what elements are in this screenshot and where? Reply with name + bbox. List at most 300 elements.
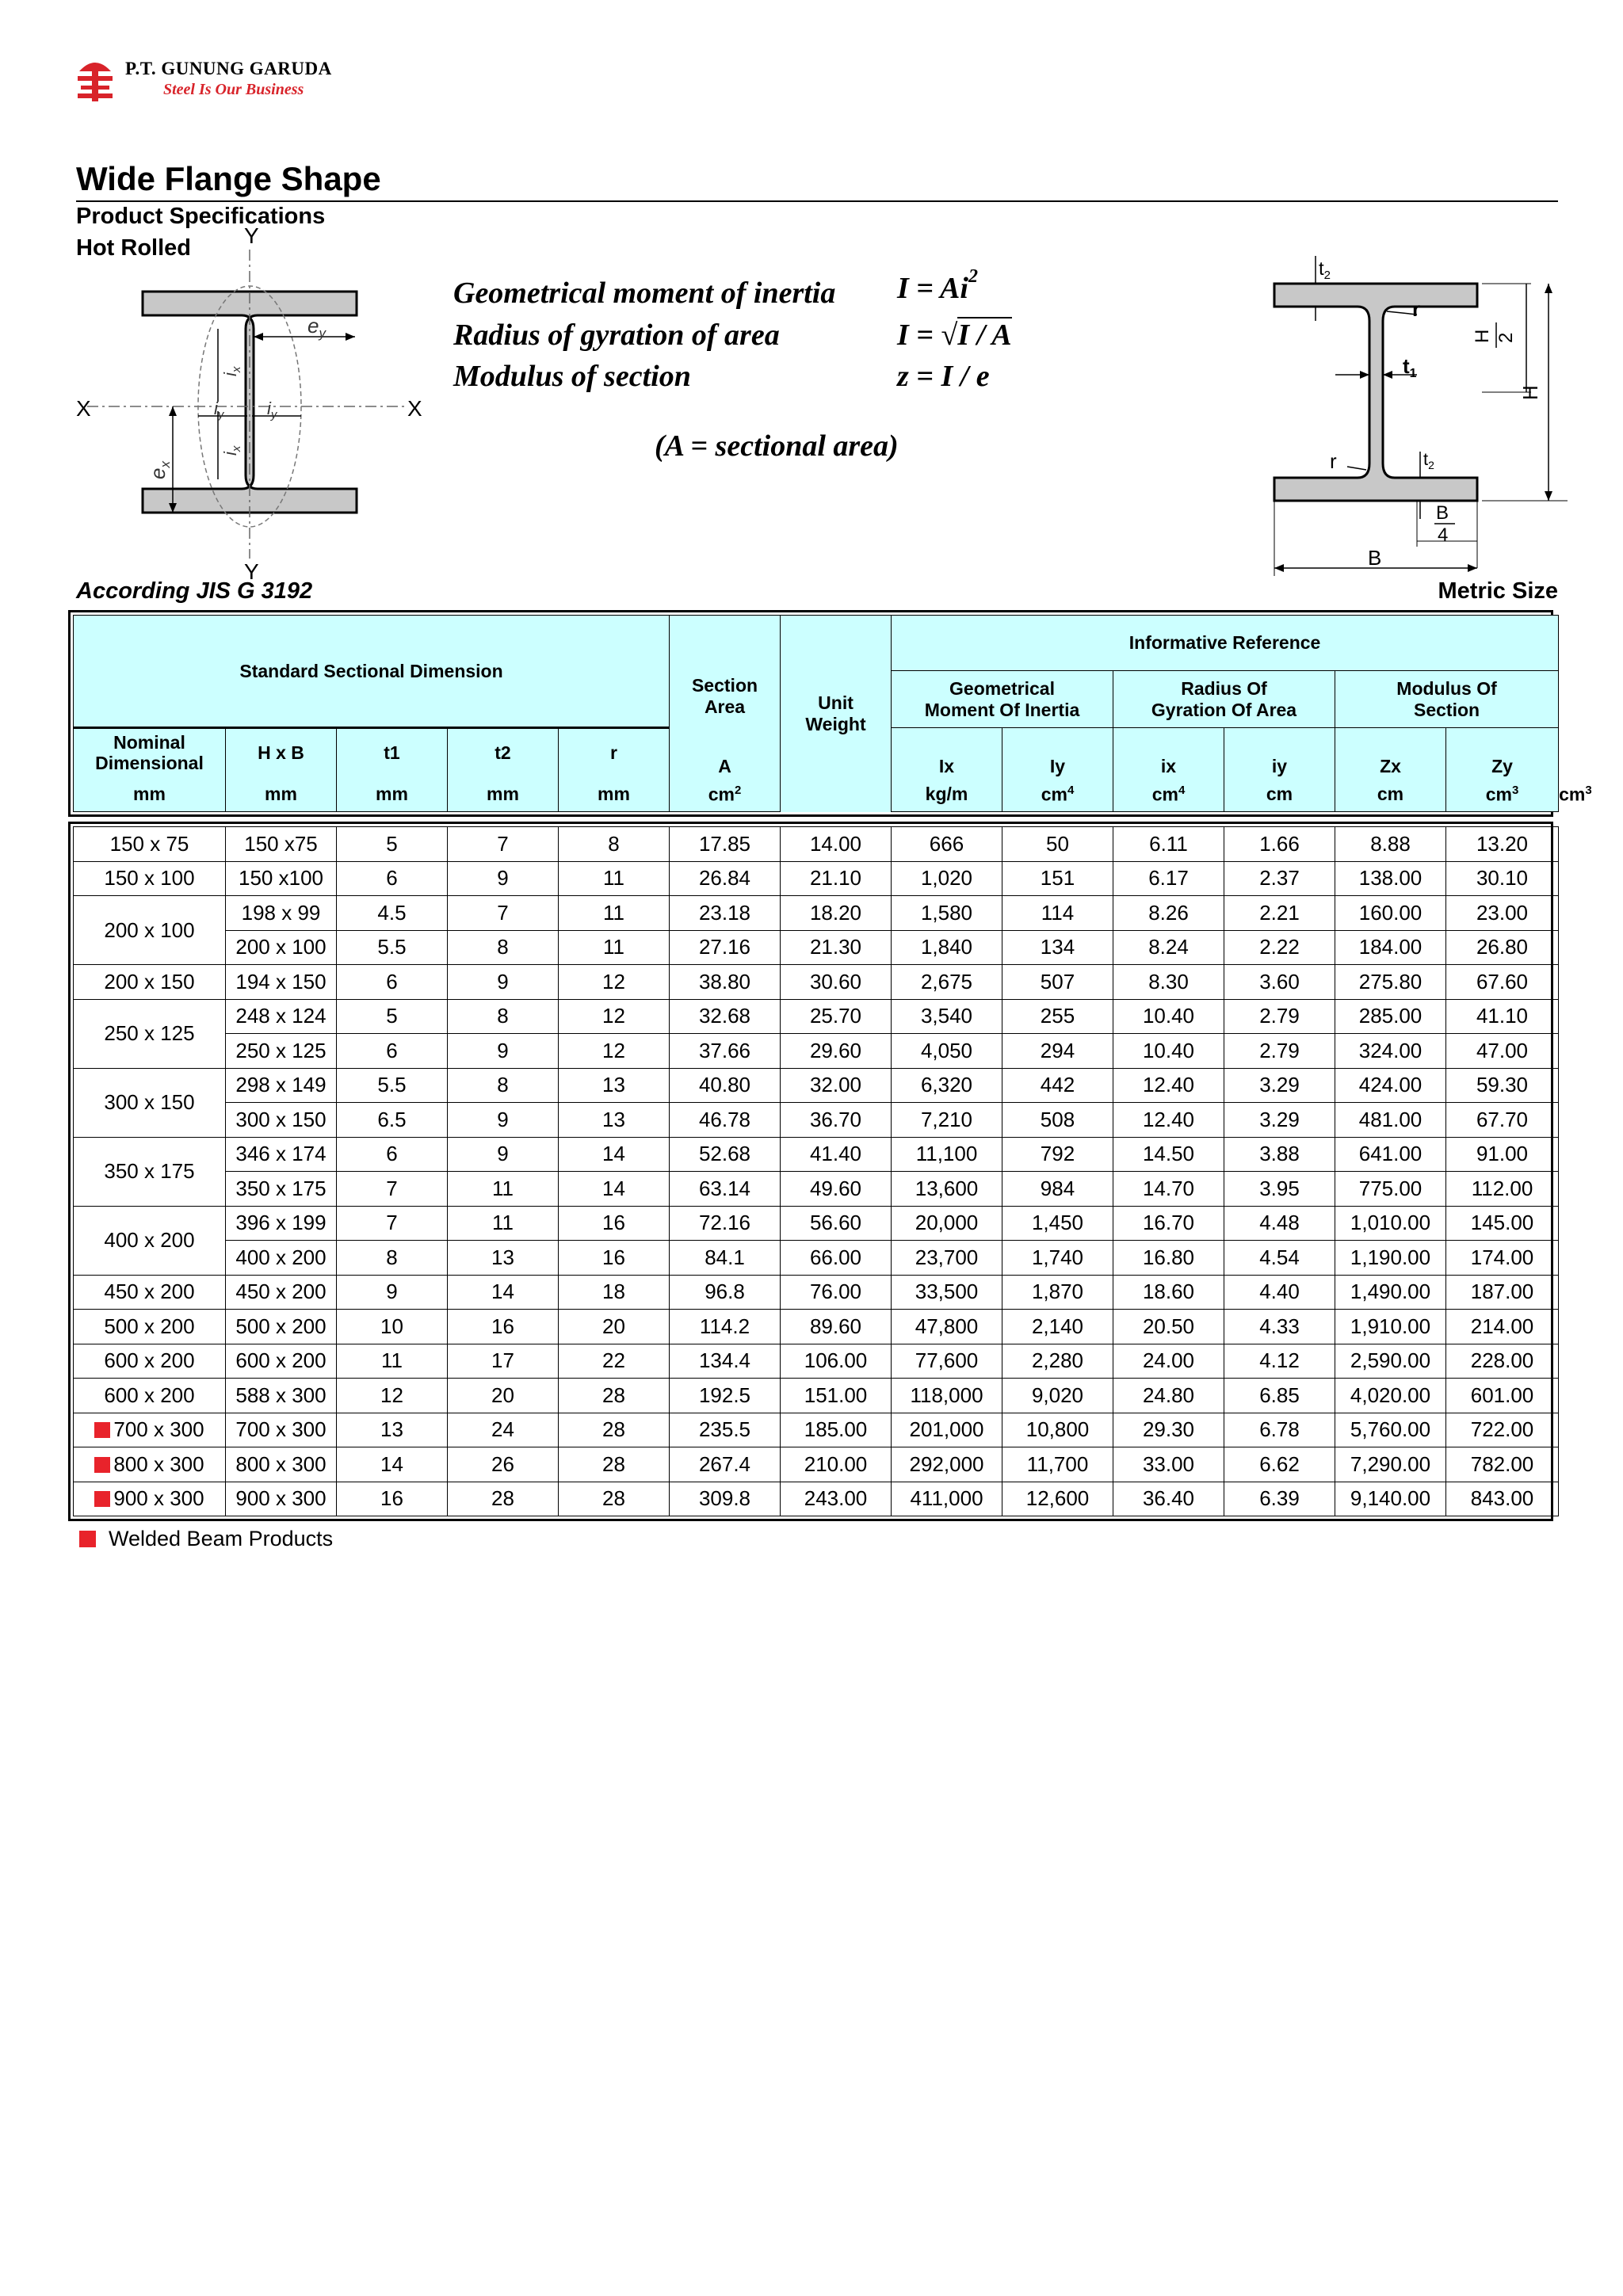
cell-iy-radius: 3.29	[1224, 1068, 1335, 1103]
unit-zx-base: cm	[1485, 784, 1512, 805]
cell-zx: 8.88	[1335, 827, 1446, 862]
cell-zx: 2,590.00	[1335, 1344, 1446, 1379]
formula-2-expression	[897, 318, 1012, 353]
title-divider	[76, 200, 1558, 202]
unit-weight: kg/m	[892, 777, 1002, 812]
cell-ix-moment: 666	[892, 827, 1002, 862]
cell-ix-moment: 4,050	[892, 1034, 1002, 1069]
cell-ix-radius: 12.40	[1113, 1103, 1224, 1138]
i-beam-dimension-shape	[1274, 284, 1477, 501]
cell-zx: 1,190.00	[1335, 1241, 1446, 1276]
cell-iy-moment: 442	[1002, 1068, 1113, 1103]
axis-y-bottom-label: Y	[244, 559, 259, 582]
header-moment-line2: Moment Of Inertia	[924, 699, 1080, 720]
cell-t1: 7	[337, 1172, 448, 1207]
svg-text:ix	[220, 445, 243, 456]
cell-zy: 112.00	[1446, 1172, 1559, 1207]
unit-nominal-mm: mm	[74, 777, 226, 812]
cell-iy-moment: 1,870	[1002, 1275, 1113, 1310]
cell-weight: 76.00	[781, 1275, 892, 1310]
cell-t2: 9	[448, 1034, 559, 1069]
cell-ix-radius: 10.40	[1113, 1034, 1224, 1069]
ix-subscript-top: x	[230, 366, 243, 373]
cell-nominal-text: 700 x 300	[113, 1417, 204, 1442]
cell-hxb: 800 x 300	[226, 1447, 337, 1482]
cell-zx: 424.00	[1335, 1068, 1446, 1103]
unit-ix-moment-base: cm	[1041, 784, 1067, 805]
cell-ix-moment: 1,580	[892, 896, 1002, 931]
table-row	[74, 1068, 1559, 1103]
cell-nominal	[74, 1068, 226, 1137]
cell-weight: 21.30	[781, 930, 892, 965]
subtitle-hot-rolled: Hot Rolled	[76, 235, 191, 261]
cell-zx: 5,760.00	[1335, 1413, 1446, 1447]
cell-nominal-text: 900 x 300	[113, 1486, 204, 1511]
cell-weight: 32.00	[781, 1068, 892, 1103]
cell-iy-radius: 3.95	[1224, 1172, 1335, 1207]
cell-r: 20	[559, 1310, 670, 1344]
cell-area: 192.5	[670, 1379, 781, 1413]
cell-nominal-text: 500 x 200	[104, 1314, 195, 1338]
axis-x-right-label: X	[407, 396, 422, 421]
cell-t2: 9	[448, 861, 559, 896]
unit-area	[670, 756, 781, 812]
table-header	[73, 615, 1592, 812]
table-row	[74, 1137, 1559, 1172]
cell-t1: 6	[337, 1034, 448, 1069]
cell-t1: 4.5	[337, 896, 448, 931]
header-col-ix-moment: Ix	[892, 728, 1002, 777]
cell-weight: 36.70	[781, 1103, 892, 1138]
cell-nominal-text: 150 x 75	[109, 831, 189, 856]
cell-nominal-text: 150 x 100	[104, 866, 195, 891]
cell-iy-moment: 2,280	[1002, 1344, 1113, 1379]
ey-label: e	[307, 314, 319, 338]
cell-hxb: 150 x75	[226, 827, 337, 862]
cell-ix-moment: 7,210	[892, 1103, 1002, 1138]
table-row	[74, 1344, 1559, 1379]
ix-label-top: i	[220, 372, 240, 376]
cell-zy: 67.60	[1446, 965, 1559, 1000]
cell-area: 27.16	[670, 930, 781, 965]
cell-hxb: 700 x 300	[226, 1413, 337, 1447]
cell-weight: 18.20	[781, 896, 892, 931]
cell-weight: 185.00	[781, 1413, 892, 1447]
table-row	[74, 827, 1559, 862]
cell-weight: 66.00	[781, 1241, 892, 1276]
header-col-a: A	[718, 756, 731, 777]
table-row	[74, 1447, 1559, 1482]
cell-iy-moment: 114	[1002, 896, 1113, 931]
cell-iy-radius: 3.88	[1224, 1137, 1335, 1172]
cell-ix-radius: 24.00	[1113, 1344, 1224, 1379]
spec-table-body-frame	[68, 822, 1553, 1521]
cell-nominal	[74, 1447, 226, 1482]
unit-ix-moment	[1002, 777, 1113, 812]
welded-marker-icon	[94, 1491, 110, 1507]
cell-t1: 5	[337, 999, 448, 1034]
header-unit-weight	[781, 616, 892, 812]
cell-zy: 214.00	[1446, 1310, 1559, 1344]
cell-zx: 4,020.00	[1335, 1379, 1446, 1413]
cell-zy: 91.00	[1446, 1137, 1559, 1172]
cell-ix-moment: 23,700	[892, 1241, 1002, 1276]
cell-r: 12	[559, 1034, 670, 1069]
cell-ix-moment: 1,840	[892, 930, 1002, 965]
unit-ix-moment-sup: 4	[1067, 783, 1075, 797]
svg-text:iy	[267, 399, 278, 421]
table-row	[74, 1172, 1559, 1207]
unit-t1-mm: mm	[337, 777, 448, 812]
cell-t1: 13	[337, 1413, 448, 1447]
header-section-area-line2: Area	[704, 696, 746, 717]
axis-y-top-label: Y	[244, 226, 259, 248]
header-moment-of-inertia	[892, 671, 1113, 728]
cell-iy-radius: 2.79	[1224, 1034, 1335, 1069]
cell-t2: 26	[448, 1447, 559, 1482]
table-row	[74, 1103, 1559, 1138]
table-row	[74, 1034, 1559, 1069]
cell-nominal	[74, 827, 226, 862]
cell-r: 12	[559, 999, 670, 1034]
header-modulus-line1: Modulus Of	[1396, 678, 1497, 700]
cell-zx: 138.00	[1335, 861, 1446, 896]
unit-iy-moment	[1113, 777, 1224, 812]
cell-t2: 16	[448, 1310, 559, 1344]
cell-ix-moment: 13,600	[892, 1172, 1002, 1207]
cell-nominal-text: 800 x 300	[113, 1451, 204, 1476]
svg-text:t2	[1423, 449, 1434, 471]
cell-zx: 9,140.00	[1335, 1482, 1446, 1516]
cell-zy: 23.00	[1446, 896, 1559, 931]
unit-iy-moment-sup: 4	[1178, 783, 1186, 797]
cell-hxb: 250 x 125	[226, 1034, 337, 1069]
cell-iy-radius: 6.85	[1224, 1379, 1335, 1413]
cell-ix-radius: 6.11	[1113, 827, 1224, 862]
cell-t2: 13	[448, 1241, 559, 1276]
formula-1-superscript: 2	[968, 266, 978, 288]
spec-table-frame	[68, 610, 1592, 817]
formula-3-label: Modulus of section	[453, 360, 691, 393]
cell-nominal	[74, 1379, 226, 1413]
header-modulus-line2: Section	[1414, 699, 1480, 720]
cell-area: 26.84	[670, 861, 781, 896]
t2-bottom-subscript: 2	[1428, 459, 1434, 471]
cell-iy-radius: 3.29	[1224, 1103, 1335, 1138]
t2-top-subscript: 2	[1323, 269, 1331, 282]
table-row	[74, 1206, 1559, 1241]
cell-hxb: 194 x 150	[226, 965, 337, 1000]
b-quarter-numerator: B	[1436, 502, 1449, 524]
cell-nominal	[74, 999, 226, 1068]
header-col-t2: t2	[448, 728, 559, 777]
cell-t2: 9	[448, 965, 559, 1000]
cell-iy-radius: 1.66	[1224, 827, 1335, 862]
cell-area: 40.80	[670, 1068, 781, 1103]
cell-zx: 160.00	[1335, 896, 1446, 931]
page-title: Wide Flange Shape	[76, 160, 381, 197]
cell-zy: 228.00	[1446, 1344, 1559, 1379]
t2-top-label: t	[1319, 258, 1324, 280]
cell-t1: 6	[337, 965, 448, 1000]
formula-3-expression: z = I / e	[897, 360, 990, 393]
cell-weight: 151.00	[781, 1379, 892, 1413]
header-col-iy-radius: iy	[1224, 728, 1335, 777]
cell-area: 38.80	[670, 965, 781, 1000]
cell-r: 8	[559, 827, 670, 862]
cell-t1: 9	[337, 1275, 448, 1310]
legend-welded	[79, 1527, 333, 1551]
cell-t2: 8	[448, 1068, 559, 1103]
table-row	[74, 1275, 1559, 1310]
formula-2-label: Radius of gyration of area	[453, 318, 780, 352]
header-standard-dimension: Standard Sectional Dimension	[74, 616, 670, 728]
cell-nominal	[74, 1344, 226, 1379]
cell-zx: 285.00	[1335, 999, 1446, 1034]
cell-hxb: 150 x100	[226, 861, 337, 896]
left-section-diagram	[71, 226, 444, 582]
cell-t1: 6.5	[337, 1103, 448, 1138]
cell-iy-moment: 2,140	[1002, 1310, 1113, 1344]
cell-hxb: 248 x 124	[226, 999, 337, 1034]
cell-ix-moment: 11,100	[892, 1137, 1002, 1172]
cell-iy-moment: 151	[1002, 861, 1113, 896]
iy-label-left: i	[214, 399, 218, 418]
cell-iy-moment: 255	[1002, 999, 1113, 1034]
cell-t1: 12	[337, 1379, 448, 1413]
formula-note: (A = sectional area)	[655, 429, 899, 463]
cell-weight: 210.00	[781, 1447, 892, 1482]
cell-area: 37.66	[670, 1034, 781, 1069]
cell-zy: 67.70	[1446, 1103, 1559, 1138]
svg-text:t2	[1319, 258, 1331, 282]
cell-r: 28	[559, 1379, 670, 1413]
standard-reference: According JIS G 3192	[76, 578, 313, 604]
cell-iy-radius: 4.48	[1224, 1206, 1335, 1241]
cell-hxb: 350 x 175	[226, 1172, 337, 1207]
header-section-area-line1: Section	[691, 675, 758, 696]
cell-iy-moment: 507	[1002, 965, 1113, 1000]
header-nominal-line2: Dimensional	[95, 753, 204, 774]
cell-zx: 275.80	[1335, 965, 1446, 1000]
header-col-hxb: H x B	[226, 728, 337, 777]
svg-text:ex	[146, 461, 173, 479]
formula-1-expr-text: I = Ai	[897, 272, 968, 305]
right-section-diagram	[1236, 250, 1569, 582]
cell-zx: 775.00	[1335, 1172, 1446, 1207]
cell-zx: 1,910.00	[1335, 1310, 1446, 1344]
cell-t2: 9	[448, 1137, 559, 1172]
svg-text:ey	[307, 314, 327, 341]
legend-label: Welded Beam Products	[109, 1527, 334, 1550]
cell-hxb: 400 x 200	[226, 1241, 337, 1276]
iy-subscript-left: y	[217, 408, 224, 421]
company-logo-icon	[76, 54, 114, 103]
cell-zx: 324.00	[1335, 1034, 1446, 1069]
cell-weight: 14.00	[781, 827, 892, 862]
cell-zy: 47.00	[1446, 1034, 1559, 1069]
cell-iy-moment: 294	[1002, 1034, 1113, 1069]
cell-ix-radius: 36.40	[1113, 1482, 1224, 1516]
cell-area: 114.2	[670, 1310, 781, 1344]
cell-ix-radius: 33.00	[1113, 1447, 1224, 1482]
cell-weight: 56.60	[781, 1206, 892, 1241]
cell-area: 235.5	[670, 1413, 781, 1447]
cell-ix-radius: 10.40	[1113, 999, 1224, 1034]
cell-hxb: 600 x 200	[226, 1344, 337, 1379]
cell-r: 28	[559, 1447, 670, 1482]
cell-hxb: 500 x 200	[226, 1310, 337, 1344]
cell-iy-moment: 134	[1002, 930, 1113, 965]
cell-nominal	[74, 1275, 226, 1310]
cell-nominal	[74, 1310, 226, 1344]
cell-hxb: 396 x 199	[226, 1206, 337, 1241]
cell-area: 309.8	[670, 1482, 781, 1516]
cell-r: 22	[559, 1344, 670, 1379]
cell-iy-moment: 1,450	[1002, 1206, 1113, 1241]
cell-t1: 5	[337, 827, 448, 862]
cell-t1: 7	[337, 1206, 448, 1241]
cell-r: 12	[559, 965, 670, 1000]
header-col-iy-moment: Iy	[1002, 728, 1113, 777]
cell-ix-radius: 14.50	[1113, 1137, 1224, 1172]
cell-area: 84.1	[670, 1241, 781, 1276]
cell-r: 16	[559, 1206, 670, 1241]
cell-hxb: 200 x 100	[226, 930, 337, 965]
formula-1-label: Geometrical moment of inertia	[453, 277, 836, 310]
welded-marker-icon	[94, 1457, 110, 1473]
cell-zy: 174.00	[1446, 1241, 1559, 1276]
cell-area: 96.8	[670, 1275, 781, 1310]
cell-area: 63.14	[670, 1172, 781, 1207]
cell-ix-moment: 3,540	[892, 999, 1002, 1034]
cell-nominal-text: 300 x 150	[104, 1090, 195, 1114]
cell-ix-moment: 292,000	[892, 1447, 1002, 1482]
cell-t2: 9	[448, 1103, 559, 1138]
cell-weight: 30.60	[781, 965, 892, 1000]
cell-area: 32.68	[670, 999, 781, 1034]
cell-ix-radius: 18.60	[1113, 1275, 1224, 1310]
cell-ix-moment: 47,800	[892, 1310, 1002, 1344]
sqrt-icon: √	[941, 318, 958, 352]
cell-iy-radius: 6.39	[1224, 1482, 1335, 1516]
cell-zx: 641.00	[1335, 1137, 1446, 1172]
cell-t1: 10	[337, 1310, 448, 1344]
cell-zy: 843.00	[1446, 1482, 1559, 1516]
cell-r: 28	[559, 1413, 670, 1447]
table-row	[74, 930, 1559, 965]
cell-r: 11	[559, 861, 670, 896]
header-radius-line2: Gyration Of Area	[1151, 699, 1297, 720]
cell-iy-radius: 6.62	[1224, 1447, 1335, 1482]
cell-ix-radius: 24.80	[1113, 1379, 1224, 1413]
cell-nominal-text: 400 x 200	[104, 1228, 195, 1252]
header-col-r: r	[559, 728, 670, 777]
cell-iy-radius: 4.40	[1224, 1275, 1335, 1310]
cell-nominal	[74, 861, 226, 896]
cell-t1: 5.5	[337, 1068, 448, 1103]
cell-r: 13	[559, 1103, 670, 1138]
cell-iy-moment: 1,740	[1002, 1241, 1113, 1276]
cell-zy: 30.10	[1446, 861, 1559, 896]
axis-x-left-label: X	[76, 396, 91, 421]
cell-zy: 601.00	[1446, 1379, 1559, 1413]
unit-zy-base: cm	[1559, 784, 1586, 805]
cell-weight: 41.40	[781, 1137, 892, 1172]
cell-ix-radius: 29.30	[1113, 1413, 1224, 1447]
unit-t2-mm: mm	[448, 777, 559, 812]
cell-weight: 89.60	[781, 1310, 892, 1344]
cell-area: 52.68	[670, 1137, 781, 1172]
cell-nominal	[74, 1482, 226, 1516]
cell-t2: 28	[448, 1482, 559, 1516]
cell-ix-radius: 14.70	[1113, 1172, 1224, 1207]
ex-label: e	[146, 467, 170, 479]
unit-zy-sup: 3	[1585, 783, 1592, 797]
cell-weight: 49.60	[781, 1172, 892, 1207]
r-bottom-label: r	[1330, 449, 1337, 473]
t1-subscript: 1	[1409, 367, 1417, 380]
ix-label-bottom: i	[220, 452, 240, 456]
table-row	[74, 1413, 1559, 1447]
cell-zy: 187.00	[1446, 1275, 1559, 1310]
cell-ix-radius: 12.40	[1113, 1068, 1224, 1103]
cell-r: 11	[559, 896, 670, 931]
cell-nominal	[74, 1137, 226, 1206]
cell-zy: 41.10	[1446, 999, 1559, 1034]
cell-iy-radius: 4.33	[1224, 1310, 1335, 1344]
cell-iy-moment: 792	[1002, 1137, 1113, 1172]
unit-area-sup: 2	[734, 783, 742, 797]
unit-r-mm: mm	[559, 777, 670, 812]
cell-r: 11	[559, 930, 670, 965]
header-col-t1: t1	[337, 728, 448, 777]
cell-zy: 26.80	[1446, 930, 1559, 965]
spec-table	[68, 610, 1592, 1521]
h-full-label: H	[1518, 385, 1542, 400]
header-radius-of-gyration	[1113, 671, 1335, 728]
cell-hxb: 588 x 300	[226, 1379, 337, 1413]
header-col-nominal	[74, 728, 226, 777]
cell-t2: 24	[448, 1413, 559, 1447]
cell-iy-moment: 9,020	[1002, 1379, 1113, 1413]
unit-hxb-mm: mm	[226, 777, 337, 812]
cell-ix-radius: 16.80	[1113, 1241, 1224, 1276]
cell-ix-moment: 33,500	[892, 1275, 1002, 1310]
unit-zx-sup: 3	[1512, 783, 1519, 797]
cell-area: 72.16	[670, 1206, 781, 1241]
t2-bottom-label: t	[1423, 449, 1429, 469]
ey-subscript: y	[319, 326, 326, 341]
cell-zx: 184.00	[1335, 930, 1446, 965]
header-col-zy: Zy	[1446, 728, 1559, 777]
cell-iy-radius: 4.54	[1224, 1241, 1335, 1276]
iy-subscript-right: y	[270, 408, 277, 421]
cell-r: 18	[559, 1275, 670, 1310]
cell-iy-radius: 2.22	[1224, 930, 1335, 965]
cell-t2: 17	[448, 1344, 559, 1379]
table-body	[73, 826, 1559, 1516]
cell-weight: 25.70	[781, 999, 892, 1034]
cell-t2: 8	[448, 930, 559, 965]
formula-2-expr-radicand: I / A	[957, 318, 1012, 352]
cell-ix-moment: 201,000	[892, 1413, 1002, 1447]
header-radius-line1: Radius Of	[1181, 678, 1267, 700]
cell-ix-radius: 6.17	[1113, 861, 1224, 896]
table-row	[74, 1379, 1559, 1413]
r-top-label: r	[1412, 297, 1421, 321]
company-name: P.T. GUNUNG GARUDA	[125, 59, 332, 78]
